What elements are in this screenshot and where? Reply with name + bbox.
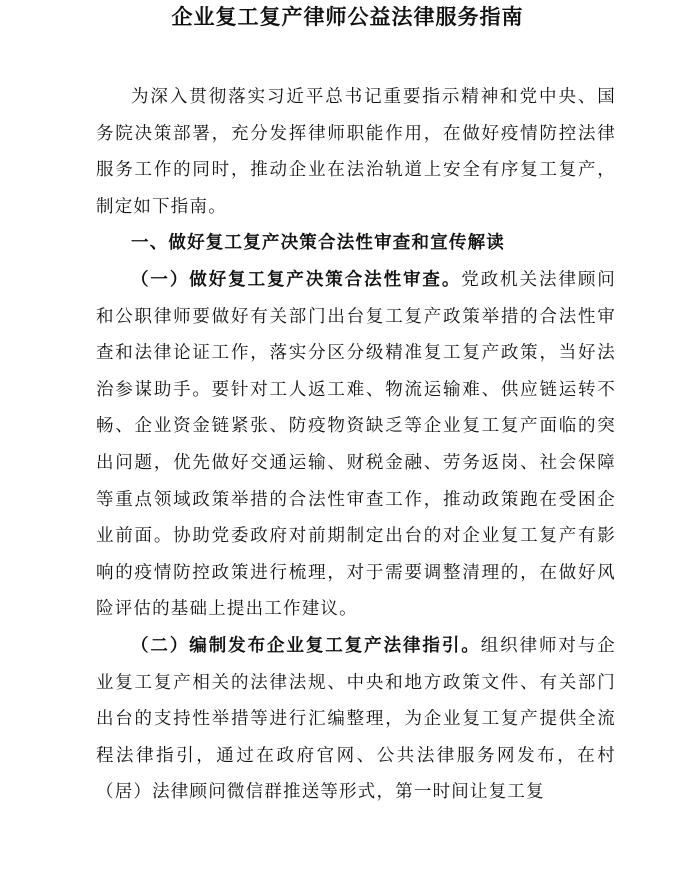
item-two-heading: （二）编制发布企业复工复产法律指引。 bbox=[131, 635, 481, 656]
document-title: 企业复工复产律师公益法律服务指南 bbox=[171, 5, 524, 29]
item-two-paragraph bbox=[96, 628, 616, 811]
intro-paragraph: 为深入贯彻落实习近平总书记重要指示精神和党中央、国务院决策部署，充分发挥律师职能作用，在做好疫情防控法律服务工作的同时，推动企业在法治轨道上安全有序复工复产，制定如下指南。 bbox=[96, 87, 616, 217]
item-one-paragraph bbox=[96, 262, 616, 628]
document-body bbox=[96, 79, 616, 811]
item-one-text: 党政机关法律顾问和公职律师要做好有关部门出台复工复产政策举措的合法性审查和法律论证工作，落实分区分级精准复工复产政策，当好法治参谋助手。要针对工人返工难、物流运输难、供应链运转不畅、企业资金链紧张、防疫物资缺乏等企业复工复产面临的突出问题，优先做好交通运输、财税金融、劳务返岗、社会保障等重点领域政策举措的合法性审查工作，推动政策跑在受困企业前面。协助党委政府对前期制定出台的对企业复工复产有影响的疫情防控政策进行梳理，对于需要调整清理的，在做好风险评估的基础上提出工作建议。 bbox=[96, 269, 616, 620]
item-two-text: 组织律师对与企业复工复产相关的法律法规、中央和地方政策文件、有关部门出台的支持性举措等进行汇编整理，为企业复工复产提供全流程法律指引，通过在政府官网、公共法律服务网发布，在村（居）法律顾问微信群推送等形式，第一时间让复工复 bbox=[96, 635, 616, 803]
item-one-heading: （一）做好复工复产决策合法性审查。 bbox=[131, 269, 462, 290]
section-heading: 一、做好复工复产决策合法性审查和宣传解读 bbox=[131, 233, 505, 254]
